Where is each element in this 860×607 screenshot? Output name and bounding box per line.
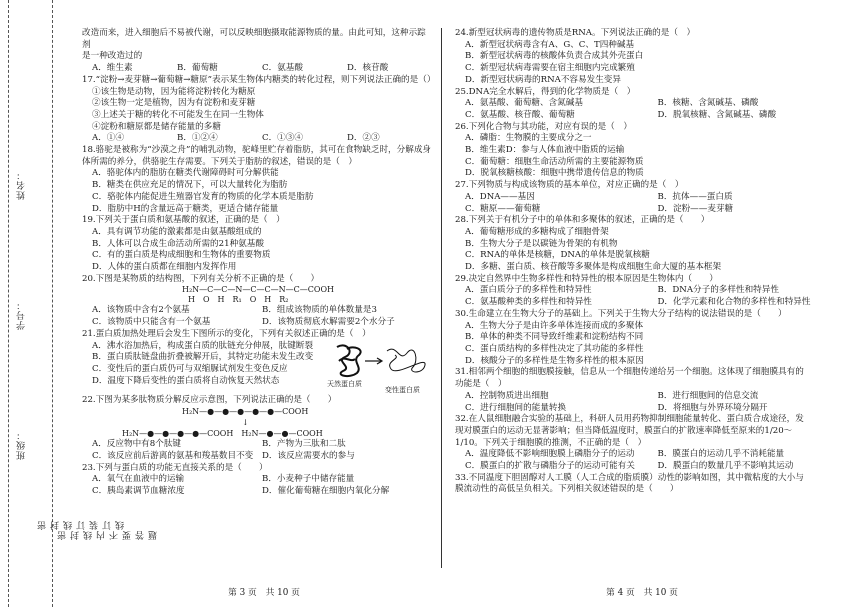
formula-main: H₂N—C—C—N—C—C—N—C—COOH (182, 285, 335, 295)
option: C．RNA的单体是核糖，DNA的单体是脱氧核糖 (465, 250, 650, 261)
seal-char: 线 (64, 521, 74, 530)
reaction-arrow: ↓ (242, 418, 249, 428)
option: A．蛋白质分子的多样性和特异性 (465, 285, 592, 296)
seal-char: 封 (71, 531, 81, 540)
statement: ③上述关于糖的转化不可能发生在同一生物体 (92, 109, 264, 120)
intro-line: 是一种改造过的 (82, 51, 143, 62)
option: D．脂肪中H的含量远高于糖类，更适合储存能量 (92, 203, 279, 214)
question-31: 31.相邻两个细胞的细胞膜接触，信息从一个细胞传递给另一个细胞。这体现了细胞膜具有的 (455, 367, 804, 378)
statement: ④淀粉和糖原都是储存能量的多糖 (92, 121, 221, 132)
option: C．新型冠状病毒需要在宿主细胞内完成繁殖 (465, 63, 635, 74)
option: D．化学元素和化合物的多样性和特异性 (657, 297, 811, 308)
question-29: 29.决定自然界中生物多样性和特异性的根本原因是生物体内（ ） (455, 273, 718, 284)
option: D．核苷酸 (347, 63, 389, 74)
option: C．蛋白质结构的多样性决定了其功能的多样性 (465, 343, 644, 354)
option: D．脱氧核糖、含氮碱基、磷酸 (657, 109, 777, 120)
options-row (455, 192, 850, 204)
question-20: 20.下图是某物质的结构图，下列有关分析不正确的是（ ） (82, 273, 320, 284)
option: B．小麦种子中储存能量 (262, 474, 355, 485)
question-17: 17.“淀粉→麦芽糖→葡萄糖→糖原”表示某生物体内糖类的转化过程，则下列说法正确的是（） (82, 74, 436, 85)
option: D．温度下降后变性的蛋白质将自动恢复天然状态 (92, 375, 280, 386)
question-23: 23.下列与蛋白质的功能无直接关系的是（ ） (82, 462, 268, 473)
question-18-cont: 体所需的养分，供骆驼生存需要。下列关于脂肪的叙述，错误的是（ ） (82, 156, 358, 167)
question-18: 18.骆驼是被称为“沙漠之舟”的哺乳动物，驼峰里贮存着脂肪，其可在食物缺乏时，分解成身 (82, 145, 432, 156)
peptide-reaction (82, 406, 432, 439)
peptide-formula (82, 285, 432, 305)
seal-char: 密 (38, 521, 48, 530)
options-row (455, 449, 850, 461)
option: D．人体的蛋白质都在细胞内发挥作用 (92, 262, 237, 273)
options-row (82, 451, 432, 463)
page-number-right: 第 4 页 共 10 页 (606, 588, 678, 598)
question-28: 28.下列关于有机分子中的单体和多聚体的叙述，正确的是（ ） (455, 215, 710, 226)
options-row (455, 204, 850, 216)
protein-denature-image (327, 341, 432, 381)
seal-char: 封 (51, 521, 61, 530)
page-number-left: 第 3 页 共 10 页 (228, 588, 300, 598)
option: B．DNA分子的多样性和特异性 (657, 285, 779, 296)
option: C．变性后的蛋白质仍可与双缩脲试剂发生变色反应 (92, 363, 288, 374)
option: B．单体的种类不同导致纤维素和淀粉结构不同 (465, 332, 644, 343)
option: A．DNA——基因 (465, 191, 535, 202)
option: D．将细胞与外界环境分隔开 (657, 402, 768, 413)
class-label: 班级： (17, 430, 27, 460)
option: A．磷脂：生物膜的主要成分之一 (465, 133, 592, 144)
option: B．葡萄糖 (177, 63, 218, 74)
reaction-reactant: H₂N—●—●—●—●—●—COOH (182, 407, 309, 417)
options-row (82, 133, 432, 145)
q21-options (82, 341, 327, 391)
question-33: 33.不同温度下胆固醇对人工膜（人工合成的脂质膜）动性的影响如图，其中微粘度的大小与 (455, 472, 804, 483)
option: D．②③ (347, 133, 380, 144)
option: D．膜蛋白的数量几乎不影响其运动 (657, 461, 794, 472)
seal-char: 订 (77, 521, 87, 530)
option: B．人体可以合成生命活动所需的21种氨基酸 (92, 238, 264, 249)
seal-char: 不 (110, 531, 120, 540)
option: D．核酸分子的多样性是生物多样性的根本原因 (465, 355, 644, 366)
option: B．蛋白质肽链盘曲折叠被解开后，其特定功能未发生改变 (92, 352, 314, 363)
option: A．反应物中有8个肽键 (92, 439, 182, 450)
option: A．生物大分子是由许多单体连接而成的多聚体 (465, 320, 644, 331)
option: A．沸水浴加热后，构成蛋白质的肽链充分伸展，肽键断裂 (92, 340, 314, 351)
option: D．淀粉——麦芽糖 (657, 203, 734, 214)
option: D．多糖、蛋白质、核苷酸等多聚体是构成细胞生命大厦的基本框架 (465, 262, 722, 273)
protein-figure (327, 341, 432, 394)
seal-char: 装 (90, 521, 100, 530)
options-row (455, 297, 850, 309)
option: D．新型冠状病毒的RNA不容易发生变异 (465, 74, 621, 85)
question-25: 25.DNA完全水解后，得到的化学物质是（ ） (455, 86, 636, 97)
statement: ②该生物一定是植物，因为有淀粉和麦芽糖 (92, 98, 256, 109)
option: C．葡萄糖：细胞生命活动所需的主要能源物质 (465, 156, 644, 167)
option: C．氨基酸种类的多样性和特异性 (465, 297, 592, 308)
option: D．催化葡萄糖在细胞内氧化分解 (262, 486, 390, 497)
option: C．糖原——葡萄糖 (465, 203, 541, 214)
question-19: 19.下列关于蛋白质和氨基酸的叙述，正确的是（ ） (82, 215, 285, 226)
option: B．核糖、含氮碱基、磷酸 (657, 98, 759, 109)
seal-line-outer (8, 0, 9, 607)
option: C．该反应前后游离的氨基和羧基数目不变 (92, 450, 254, 461)
seal-char: 线 (116, 521, 126, 530)
option: B．①②④ (177, 133, 218, 144)
seal-char: 题 (149, 531, 159, 540)
seal-char: 答 (136, 531, 146, 540)
option: B．抗体——蛋白质 (657, 191, 733, 202)
seal-char: 密 (58, 531, 68, 540)
option: B．维生素D：参与人体血液中脂质的运输 (465, 145, 625, 156)
option: A．氧气在血液中的运输 (92, 474, 185, 485)
option: C．胰岛素调节血糖浓度 (92, 486, 185, 497)
question-32-cont: 1/10。下列关于细胞膜的推测，不正确的是（ ） (455, 437, 647, 448)
options-row (82, 486, 432, 498)
option: C．该物质中只能含有一个氨基 (92, 317, 211, 328)
options-row (82, 317, 432, 329)
question-32-cont: 现对膜蛋白的运动无显著影响；但当降低温度时，膜蛋白的扩散速率降低至原来的1/20～ (455, 425, 793, 436)
seal-char: 订 (103, 521, 113, 530)
option: A．温度降低不影响细胞膜上磷脂分子的运动 (465, 449, 635, 460)
name-label: 姓名： (17, 170, 27, 200)
option: C．膜蛋白的扩散与磷脂分子的运动可能有关 (465, 461, 635, 472)
column-divider (441, 28, 442, 568)
option: B．新型冠状病毒的核酸体负责合成其外壳蛋白 (465, 51, 644, 62)
seal-char: 内 (97, 531, 107, 540)
right-column (455, 28, 850, 496)
options-row (82, 63, 432, 75)
option: A．具有调节功能的激素都是由氨基酸组成的 (92, 226, 262, 237)
left-column (82, 28, 436, 498)
options-row (82, 474, 432, 486)
id-label: 学号： (17, 300, 27, 330)
options-row (455, 98, 850, 110)
question-21: 21.蛋白质加热处理后会发生下图所示的变化，下列有关叙述正确的是（ ） (82, 328, 371, 339)
options-row (455, 110, 850, 122)
option: A．①④ (92, 133, 124, 144)
seal-char: 线 (84, 531, 94, 540)
options-row (82, 305, 432, 317)
option: D．该物质彻底水解需要2个水分子 (262, 317, 395, 328)
option: C．氨基酸 (262, 63, 303, 74)
intro-line: 改造而来，进入细胞后不易被代谢，可以反映细胞摄取能源物质的量。由此可知，这种示踪剂 (82, 28, 426, 50)
question-27: 27.下列物质与构成该物质的基本单位，对应正确的是（ ） (455, 180, 684, 191)
reaction-products: H₂N—●—●—●—●—COOH H₂N—●—●—COOH (122, 429, 323, 439)
option: C．有的蛋白质是构成细胞和生物体的重要物质 (92, 250, 271, 261)
option: D．该反应需要水的参与 (262, 450, 355, 461)
options-row (455, 461, 850, 473)
question-26: 26.下列化合物与其功能，对应有误的是（ ） (455, 121, 632, 132)
option: A．该物质中含有2个氨基 (92, 305, 190, 316)
option: B．进行细胞间的信息交流 (657, 390, 759, 401)
option: B．组成该物质的单体数量是3 (262, 305, 377, 316)
option: C．骆驼体内能促进生殖器官发育的物质的化学本质是脂肪 (92, 191, 314, 202)
question-32: 32.在人鼠细胞融合实验的基础上，科研人员用药物抑制细胞能量转化、蛋白质合成途径，发 (455, 414, 804, 425)
option: A．维生素 (92, 63, 133, 74)
option: A．氨基酸、葡萄糖、含氮碱基 (465, 98, 583, 109)
option: B．膜蛋白的运动几乎不消耗能量 (657, 449, 785, 460)
options-row (455, 403, 850, 415)
options-row (455, 285, 850, 297)
seal-char: 要 (123, 531, 133, 540)
option: A．葡萄糖形成的多糖构成了细胞骨架 (465, 226, 609, 237)
option: A．控制物质进出细胞 (465, 390, 549, 401)
option: A．骆驼体内的脂肪在糖类代谢障碍时可分解供能 (92, 168, 279, 179)
q21-block (82, 340, 432, 394)
question-33-cont: 膜流动性的高低呈负相关。下列相关叙述错误的是（ ） (455, 484, 679, 495)
question-24: 24.新型冠状病毒的遗传物质是RNA。下列说法正确的是（ ） (455, 28, 696, 38)
option: B．产物为三肽和二肽 (262, 439, 346, 450)
question-22: 22.下图为某多肽物质分解反应示意图，下列说法正确的是（ ） (82, 394, 337, 405)
question-30: 30.生命建立在生物大分子的基础上。下列关于生物大分子结构的说法错误的是（ ） (455, 308, 787, 319)
option: B．生物大分子是以碳链为骨架的有机物 (465, 238, 618, 249)
denatured-protein-label: 变性蛋白质 (385, 385, 420, 394)
option: C．①③④ (262, 133, 303, 144)
question-31-cont: 功能是（ ） (455, 379, 507, 390)
option: C．进行细胞间的能量转换 (465, 402, 567, 413)
option: B．糖类在供应充足的情况下，可以大量转化为脂肪 (92, 180, 288, 191)
formula-sub: H O H R₁ O H R₂ (188, 295, 289, 305)
option: A．新型冠状病毒含有A、G、C、T四种碱基 (465, 39, 635, 50)
options-row (455, 391, 850, 403)
option: C．氨基酸、核苷酸、葡萄糖 (465, 109, 575, 120)
options-row (82, 439, 432, 451)
statement: ①该生物是动物，因为能将淀粉转化为糖原 (92, 86, 256, 97)
native-protein-label: 天然蛋白质 (327, 379, 362, 388)
option: D．脱氧核糖核酸：细胞中携带遗传信息的物质 (465, 168, 644, 179)
